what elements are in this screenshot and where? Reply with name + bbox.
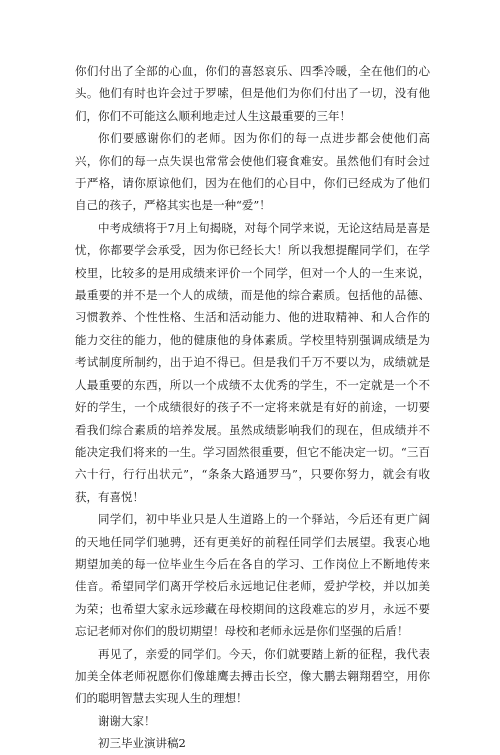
body-paragraph: 再见了，亲爱的同学们。今天，你们就要踏上新的征程，我代表加美全体老师祝愿你们像雄鹰去搏击长空，像大鹏去翱翔碧空，用你们的聪明智慧去实现人生的理想！ <box>75 646 430 706</box>
document-body <box>75 60 430 755</box>
body-paragraph: 你们付出了全部的心血，你们的喜怒哀乐、四季冷暖，全在他们的心头。他们有时也许会过于罗嗦，但是他们为你们付出了一切，没有他们，你们不可能这么顺利地走过人生这最重要的三年！ <box>75 64 430 123</box>
body-paragraph: 同学们，初中毕业只是人生道路上的一个驿站，今后还有更广阔的天地任同学们驰骋，还有更美好的前程任同学们去展望。我衷心地期望加美的每一位毕业生今后在各自的学习、工作岗位上不断地传来佳音。希望同学们离开学校后永远地记住老师，爱护学校，并以加美为荣；也希望大家永远珍藏在母校期间的这段难忘的岁月，永远不要忘记老师对你们的殷切期望！母校和老师永远是你们坚强的后盾！ <box>75 512 430 639</box>
body-paragraph: 中考成绩将于7月上旬揭晓，对每个同学来说，无论这结局是喜是忧，你都要学会承受，因为你已经长大！所以我想提醒同学们，在学校里，比较多的是用成绩来评价一个同学，但对一个人的一生来说，最重要的并不是一个人的成绩，而是他的综合素质。包括他的品德、习惯教养、个性性格、生活和活动能力、他的进取精神、和人合作的能力交往的能力，他的健康他的身体素质。学校里特别强调成绩是为考试制度所制约，出于迫不得已。但是我们千万不要以为，成绩就是人最重要的东西，所以一个成绩不太优秀的学生，不一定就是一个不好的学生，一个成绩很好的孩子不一定将来就是有好的前途，一切要看我们综合素质的培养发展。虽然成绩影响我们的现在，但成绩并不能决定我们将来的一生。学习固然很重要，但它不能决定一切。“三百六十行，行行出状元”，“条条大路通罗马”，只要你努力，就会有收获，有喜悦！ <box>75 220 430 504</box>
section-title: 初三毕业演讲稿2 <box>98 736 186 751</box>
body-paragraph: 你们要感谢你们的老师。因为你们的每一点进步都会使他们高兴，你们的每一点失误也常常会使他们寝食难安。虽然他们有时会过于严格，请你原谅他们，因为在他们的心目中，你们已经成为了他们自己的孩子，严格其实也是一种“爱”！ <box>75 131 430 213</box>
closing-line: 谢谢大家！ <box>98 713 156 728</box>
